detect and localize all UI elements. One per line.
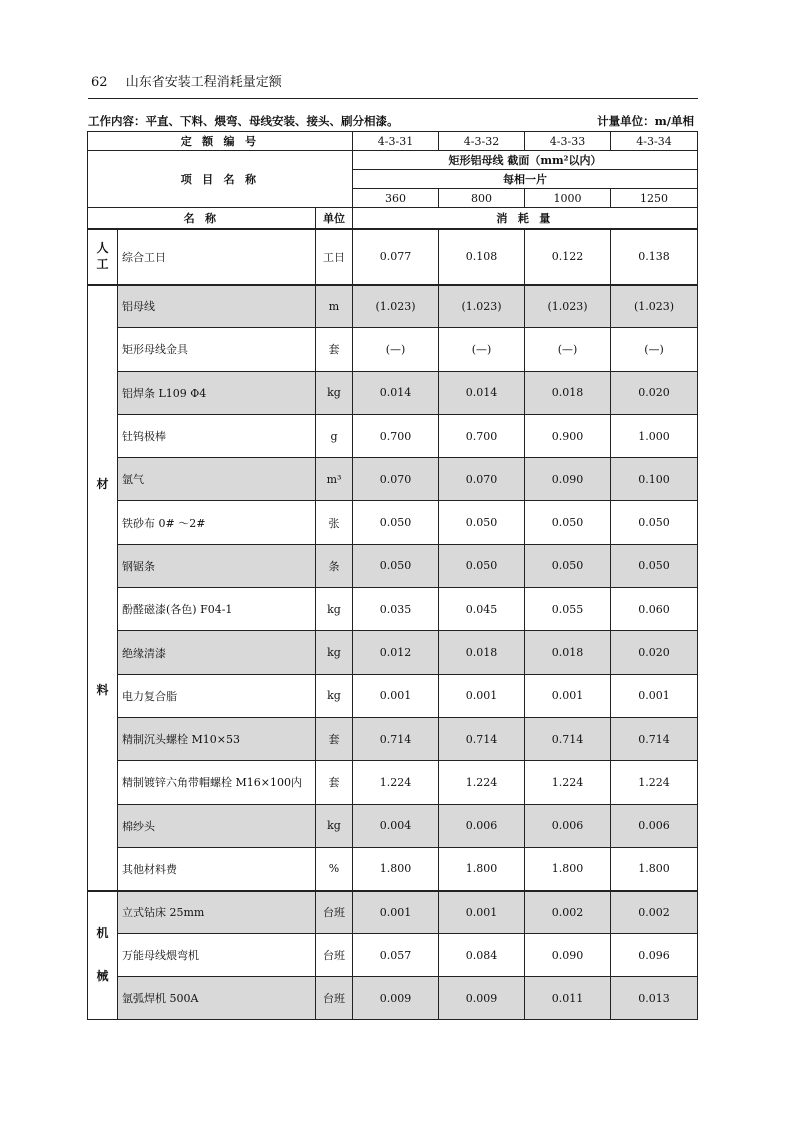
- consumption-value: 0.001: [611, 674, 698, 717]
- table-row: [88, 717, 698, 760]
- consumption-value: 1.800: [611, 847, 698, 890]
- consumption-value: 1.800: [439, 847, 525, 890]
- item-unit: m³: [316, 458, 353, 501]
- unit-note: 计量单位：m/单相: [597, 114, 694, 128]
- table-row: [88, 631, 698, 674]
- category-label: 材 料: [88, 285, 118, 891]
- consumption-value: 0.714: [353, 717, 439, 760]
- consumption-value: 0.055: [525, 588, 611, 631]
- table-row: [88, 229, 698, 285]
- item-unit: 张: [316, 501, 353, 544]
- consumption-value: (—): [353, 328, 439, 371]
- item-unit: 台班: [316, 934, 353, 977]
- consumption-value: 0.050: [439, 544, 525, 587]
- col-consumption-header: 消 耗 量: [353, 208, 698, 229]
- consumption-value: (1.023): [439, 285, 525, 328]
- consumption-value: 0.070: [439, 458, 525, 501]
- consumption-value: 0.084: [439, 934, 525, 977]
- consumption-value: 0.090: [525, 458, 611, 501]
- consumption-value: 0.011: [525, 977, 611, 1020]
- consumption-value: 0.714: [611, 717, 698, 760]
- col-name-header: 名 称: [88, 208, 316, 229]
- consumption-value: (1.023): [611, 285, 698, 328]
- page-header: [88, 72, 698, 99]
- consumption-value: 0.090: [525, 934, 611, 977]
- consumption-value: (—): [439, 328, 525, 371]
- consumption-value: 0.700: [439, 414, 525, 457]
- table-row: [88, 458, 698, 501]
- col-unit-header: 单位: [316, 208, 353, 229]
- section-size: 1000: [525, 189, 611, 208]
- consumption-value: 0.004: [353, 804, 439, 847]
- consumption-value: 0.006: [611, 804, 698, 847]
- work-content: 工作内容：平直、下料、煨弯、母线安装、接头、刷分相漆。: [88, 114, 399, 128]
- consumption-value: 1.224: [439, 761, 525, 804]
- quota-code: 4-3-34: [611, 132, 698, 151]
- item-unit: 工日: [316, 229, 353, 285]
- consumption-value: (—): [611, 328, 698, 371]
- table-row: [88, 674, 698, 717]
- consumption-value: 0.050: [525, 544, 611, 587]
- item-name: 万能母线煨弯机: [118, 934, 316, 977]
- consumption-value: 0.050: [439, 501, 525, 544]
- consumption-value: 0.020: [611, 371, 698, 414]
- consumption-value: 0.018: [439, 631, 525, 674]
- consumption-value: 0.013: [611, 977, 698, 1020]
- consumption-value: (1.023): [525, 285, 611, 328]
- consumption-value: 0.122: [525, 229, 611, 285]
- subgroup-title: 每相一片: [353, 170, 698, 189]
- consumption-value: 1.224: [525, 761, 611, 804]
- item-name: 铝焊条 L109 Φ4: [118, 371, 316, 414]
- item-unit: 套: [316, 328, 353, 371]
- consumption-value: 0.006: [439, 804, 525, 847]
- consumption-value: 0.070: [353, 458, 439, 501]
- table-row: [88, 371, 698, 414]
- consumption-value: 0.050: [353, 501, 439, 544]
- consumption-value: 1.224: [353, 761, 439, 804]
- consumption-value: 0.006: [525, 804, 611, 847]
- quota-table: [87, 131, 698, 1020]
- item-unit: 套: [316, 717, 353, 760]
- item-unit: kg: [316, 588, 353, 631]
- item-unit: kg: [316, 631, 353, 674]
- item-name: 综合工日: [118, 229, 316, 285]
- book-title: 山东省安装工程消耗量定额: [125, 75, 282, 90]
- table-row: [88, 501, 698, 544]
- quota-code: 4-3-33: [525, 132, 611, 151]
- item-name: 绝缘清漆: [118, 631, 316, 674]
- consumption-value: 0.020: [611, 631, 698, 674]
- group-title: 矩形铝母线 截面（mm²以内）: [353, 151, 698, 170]
- consumption-value: 0.014: [353, 371, 439, 414]
- consumption-value: (—): [525, 328, 611, 371]
- consumption-value: 0.050: [611, 501, 698, 544]
- item-unit: 套: [316, 761, 353, 804]
- table-row: [88, 328, 698, 371]
- quota-code: 4-3-32: [439, 132, 525, 151]
- item-unit: 条: [316, 544, 353, 587]
- consumption-value: 1.000: [611, 414, 698, 457]
- consumption-value: 0.714: [525, 717, 611, 760]
- consumption-value: 0.014: [439, 371, 525, 414]
- consumption-value: 0.045: [439, 588, 525, 631]
- item-name: 电力复合脂: [118, 674, 316, 717]
- consumption-value: 0.009: [353, 977, 439, 1020]
- item-name: 氩气: [118, 458, 316, 501]
- item-name: 矩形母线金具: [118, 328, 316, 371]
- item-unit: 台班: [316, 891, 353, 934]
- section-size: 800: [439, 189, 525, 208]
- item-unit: %: [316, 847, 353, 890]
- consumption-value: 0.002: [611, 891, 698, 934]
- consumption-value: 0.108: [439, 229, 525, 285]
- consumption-value: 0.900: [525, 414, 611, 457]
- table-row: [88, 285, 698, 328]
- consumption-value: 0.035: [353, 588, 439, 631]
- item-name: 棉纱头: [118, 804, 316, 847]
- item-unit: g: [316, 414, 353, 457]
- table-row: [88, 847, 698, 890]
- item-name: 立式钻床 25mm: [118, 891, 316, 934]
- item-name: 其他材料费: [118, 847, 316, 890]
- quota-code: 4-3-31: [353, 132, 439, 151]
- consumption-value: 0.018: [525, 631, 611, 674]
- item-unit: m: [316, 285, 353, 328]
- consumption-value: 0.009: [439, 977, 525, 1020]
- item-name: 铝母线: [118, 285, 316, 328]
- consumption-value: 0.096: [611, 934, 698, 977]
- item-name: 钍钨极棒: [118, 414, 316, 457]
- item-unit: 台班: [316, 977, 353, 1020]
- item-name-label: 项 目 名 称: [88, 151, 353, 208]
- consumption-value: 1.224: [611, 761, 698, 804]
- table-row: [88, 761, 698, 804]
- section-size: 1250: [611, 189, 698, 208]
- consumption-value: 0.050: [611, 544, 698, 587]
- consumption-value: 0.001: [439, 674, 525, 717]
- consumption-value: 0.002: [525, 891, 611, 934]
- table-row: [88, 804, 698, 847]
- consumption-value: 0.077: [353, 229, 439, 285]
- consumption-value: 0.050: [525, 501, 611, 544]
- consumption-value: (1.023): [353, 285, 439, 328]
- table-row: [88, 891, 698, 934]
- item-unit: kg: [316, 804, 353, 847]
- item-name: 精制镀锌六角带帽螺栓 M16×100内: [118, 761, 316, 804]
- table-row: [88, 414, 698, 457]
- consumption-value: 0.001: [525, 674, 611, 717]
- item-unit: kg: [316, 371, 353, 414]
- consumption-value: 0.057: [353, 934, 439, 977]
- consumption-value: 0.100: [611, 458, 698, 501]
- category-label: 人 工: [88, 229, 118, 285]
- consumption-value: 0.060: [611, 588, 698, 631]
- table-row: [88, 544, 698, 587]
- consumption-value: 0.714: [439, 717, 525, 760]
- consumption-value: 0.050: [353, 544, 439, 587]
- item-name: 钢锯条: [118, 544, 316, 587]
- consumption-value: 0.018: [525, 371, 611, 414]
- consumption-value: 0.138: [611, 229, 698, 285]
- consumption-value: 0.700: [353, 414, 439, 457]
- page-number: 62: [91, 75, 108, 90]
- category-label: 机 械: [88, 891, 118, 1020]
- item-unit: kg: [316, 674, 353, 717]
- consumption-value: 0.012: [353, 631, 439, 674]
- consumption-value: 0.001: [439, 891, 525, 934]
- table-row: [88, 934, 698, 977]
- consumption-value: 1.800: [353, 847, 439, 890]
- item-name: 精制沉头螺栓 M10×53: [118, 717, 316, 760]
- item-name: 酚醛磁漆(各色) F04-1: [118, 588, 316, 631]
- item-name: 氩弧焊机 500A: [118, 977, 316, 1020]
- table-row: [88, 588, 698, 631]
- item-name: 铁砂布 0# ～2#: [118, 501, 316, 544]
- section-size: 360: [353, 189, 439, 208]
- consumption-value: 0.001: [353, 674, 439, 717]
- quota-code-label: 定 额 编 号: [88, 132, 353, 151]
- work-content-line: [88, 112, 698, 130]
- consumption-value: 1.800: [525, 847, 611, 890]
- table-row: [88, 977, 698, 1020]
- consumption-value: 0.001: [353, 891, 439, 934]
